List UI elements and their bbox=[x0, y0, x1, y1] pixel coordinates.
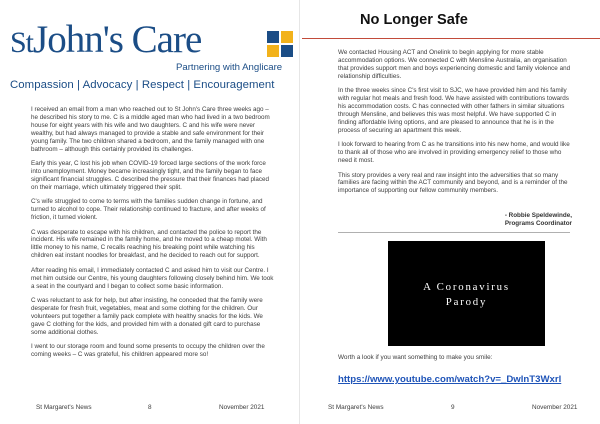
logo-wordmark-prefix: St bbox=[10, 26, 34, 59]
paragraph: After reading his email, I immediately contacted C and asked him to visit our Centre. I met him outside our Centre, his young daughters following closely behind him. We took a seat in the courtyard and I began to collect some basic information. bbox=[31, 266, 274, 290]
youtube-link[interactable]: https://www.youtube.com/watch?v=_DwlnT3Wxrl bbox=[338, 374, 562, 385]
logo-wordmark bbox=[10, 18, 201, 65]
author-role: Programs Coordinator bbox=[504, 219, 572, 227]
footer-publication: St Margaret's News bbox=[36, 404, 92, 411]
footer-date: November 2021 bbox=[219, 404, 265, 411]
paragraph: C was desperate to escape with his children, and contacted the police to report the incident. His wife remained in the family home, and he moved to a cheap motel. With little money to his name, C recalls reaching his breaking point while watching his children eat instant noodles for breakfast, and he decided to reach out for support. bbox=[31, 228, 267, 260]
video-caption: Worth a look if you want something to make you smile: bbox=[338, 354, 493, 361]
logo-subtitle: Partnering with Anglicare bbox=[176, 62, 283, 73]
video-title-line-1: A Coronavirus bbox=[423, 281, 510, 293]
paragraph: We contacted Housing ACT and Onelink to begin applying for more stable accommodation options. We connected C with Mensline Australia, an organisation that provides support men and boys experiencing domestic and family violence and relationship difficulties. bbox=[338, 49, 571, 80]
logo-emblem-icon bbox=[267, 31, 294, 58]
paragraph: C's wife struggled to come to terms with the families sudden change in fortune, and turned to alcohol to cope. Their relationship continued to fracture, and after weeks of friction, it turned violent. bbox=[31, 198, 266, 222]
paragraph: I received an email from a man who reached out to St John's Care three weeks ago – he described his story to me. C is a middle aged man who had lived in a two bedroom house for eight years with his wife and two daughters. C and his wife were never wealthy, but had always managed to provide a stable and safe environment for their young family. The two children shared a bedroom, and the family managed with one bathroom – although this certainly provided its challenges. bbox=[31, 106, 270, 153]
paragraph: Early this year, C lost his job when COVID-19 forced large sections of the work force into unemployment. Money became increasingly tight, and the family began to face significant financial struggles. C described the pressure that their finances had placed on their marriage, which ultimately triggered their split. bbox=[31, 160, 270, 191]
section-divider bbox=[338, 232, 570, 233]
paragraph: I went to our storage room and found some presents to occupy the children over the coming weeks – C was grateful, his children appeared more so! bbox=[31, 343, 265, 359]
author-signoff bbox=[505, 212, 572, 228]
tagline: Compassion | Advocacy | Respect | Encouragement bbox=[10, 79, 275, 91]
video-thumbnail[interactable] bbox=[388, 241, 545, 346]
article-body-left bbox=[31, 106, 277, 366]
title-rule bbox=[302, 38, 600, 39]
paragraph: This story provides a very real and raw insight into the adversities that so many families are facing within the ACT community and beyond, and is a reminder of the importance of supporting our fellow community members. bbox=[338, 171, 568, 195]
paragraph: I look forward to hearing from C as he transitions into his new home, and would like to thank all of those who are involved in providing emergency relief to those who need it most. bbox=[338, 141, 570, 165]
footer-page-number: 8 bbox=[148, 404, 152, 411]
footer-page-number: 9 bbox=[451, 404, 455, 411]
video-title-line-2: Parody bbox=[445, 296, 488, 308]
logo-wordmark-main: John's Care bbox=[33, 18, 202, 61]
paragraph: In the three weeks since C's first visit to SJC, we have provided him and his family with regular hot meals and fresh food. We have assisted with contributions towards his accommodation costs. C has connected with other fathers in similar situations through Mensline, and believes this was most helpful. We have supported C in finding affordable living options, and are pleased to announce that he is in the process of securing an apartment this week. bbox=[338, 87, 569, 134]
paragraph: C was reluctant to ask for help, but after insisting, he conceded that the family were desperate for fresh fruit, vegetables, meat and some clothing for the children. Our volunteers put together a family pack complete with healthy snacks for the kids. We gave C clothing for the kids, and provided him with a donated gift card to purchase some additional clothes. bbox=[31, 297, 263, 336]
author-name: - Robbie Speldewinde, bbox=[504, 212, 572, 219]
article-body-right bbox=[338, 49, 574, 202]
article-title: No Longer Safe bbox=[360, 12, 468, 28]
footer-date: November 2021 bbox=[532, 404, 578, 411]
footer-publication: St Margaret's News bbox=[328, 404, 384, 411]
